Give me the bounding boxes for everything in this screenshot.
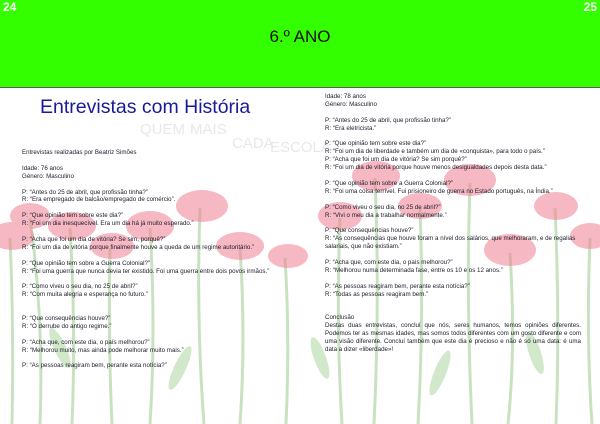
watermark-word: CADA (232, 135, 274, 152)
page-number-left: 24 (3, 0, 17, 14)
answer: R: “Foi uma coisa terrível. Fui prisioneiro de guerra no Estado português, na Índia.” (325, 187, 553, 195)
answer: R: “Melhorou muito, mas ainda pode melhorar muito mais.” (22, 346, 184, 354)
question: P: “Que consequências houve?” (22, 314, 111, 322)
question: P: “Que opinião tem sobre este dia?” (22, 212, 124, 220)
gender-line: Género: Masculino (325, 100, 377, 108)
grade-title: 6.º ANO (269, 27, 331, 46)
question: P: “Como viveu o seu dia, no 25 de abril?” (22, 283, 138, 291)
byline: Entrevistas realizadas por Beatriz Simões (22, 149, 137, 156)
question: P: “Acha que foi um dia de vitória? Se sim porquê?” (325, 156, 467, 164)
question: P: “Acha que foi um dia de vitória? Se sim, porquê?” (22, 235, 166, 243)
answer: R: “Melhorou numa determinada fase, entre os 10 e os 12 anos.” (325, 266, 503, 274)
watermark-word: ESCOLA (270, 139, 331, 156)
question: P: “As pessoas reagiram bem, perante esta notícia?” (325, 282, 470, 290)
answer: R: “Vivi o meu dia a trabalhar normalmente.” (325, 211, 447, 219)
article-title: Entrevistas com História (40, 96, 251, 118)
answer: R: “Todas as pessoas reagiram bem.” (325, 290, 429, 298)
page-number-right: 25 (583, 0, 597, 14)
age-line: Idade: 78 anos (325, 93, 366, 100)
answer: R: “O derrube do antigo regime.” (22, 322, 112, 330)
gender-line: Género: Masculino (22, 172, 74, 180)
answer: R: “Foi um dia de vitória porque houve menos desigualdades depois desta data.” (325, 164, 547, 172)
question: P: “Que opinião tem sobre este dia?” (325, 140, 427, 148)
conclusion-heading: Conclusão (325, 314, 355, 322)
question: P: “Que opinião tem sobre a Guerra Colonial?” (22, 259, 150, 267)
answer: R: “Era eletricista.” (325, 124, 377, 132)
question: P: “Antes do 25 de abril, que profissão tinha?” (22, 188, 148, 196)
question: P: “Acha que, com este dia, o país melhorou?” (325, 258, 453, 266)
question: P: “Que consequências houve?” (325, 227, 414, 235)
answer: R: “Foi um dia de vitória porque finalmente houve a queda de um regime autoritário.” (22, 243, 255, 251)
interview-right-column (325, 93, 581, 354)
answer: R: “Foi uma guerra que nunca devia ter existido. Foi uma guerra entre dois povos irmãos.” (22, 267, 270, 275)
watermark-word: QUEM (140, 121, 185, 138)
answer: R: “As consequências que houve foram a nível dos salários, que melhoraram, e de regalias salariais, que não existiam.” (325, 235, 576, 251)
interview-left-column (22, 149, 284, 370)
conclusion-text: Destas duas entrevistas, concluí que nós, seres humanos, temos opiniões diferentes. Podemos ter as mesmas idades, mas somos todos diferentes com um gosto diferente e com uma visão diferente. Concluí também que este dia é precioso e não é só uma data: é uma data a dizer «liberdade»! (325, 322, 581, 353)
answer: R: “Com muita alegria e esperança no futuro.” (22, 291, 148, 299)
question: P: “Como viveu o seu dia, no 25 de abril?” (325, 203, 441, 211)
answer: R: “Foi um dia de liberdade e também um dia de «conquista», para todo o país.” (325, 148, 545, 156)
age-line: Idade: 76 anos (22, 164, 63, 172)
answer: R: “Foi um dia inesquecível. Era um dia há já muito esperado.” (22, 220, 194, 228)
watermark-word: MAIS (190, 121, 227, 138)
question: P: “As pessoas reagiram bem, perante esta notícia?” (22, 362, 167, 370)
question: P: “Antes do 25 de abril, que profissão tinha?” (325, 116, 451, 124)
answer: R: “Era empregado de balcão/empregado de comércio”. (22, 196, 176, 204)
question: P: “Acha que, com este dia, o país melhorou?” (22, 338, 150, 346)
question: P: “Que opinião tem sobre a Guerra Colonial?” (325, 179, 453, 187)
